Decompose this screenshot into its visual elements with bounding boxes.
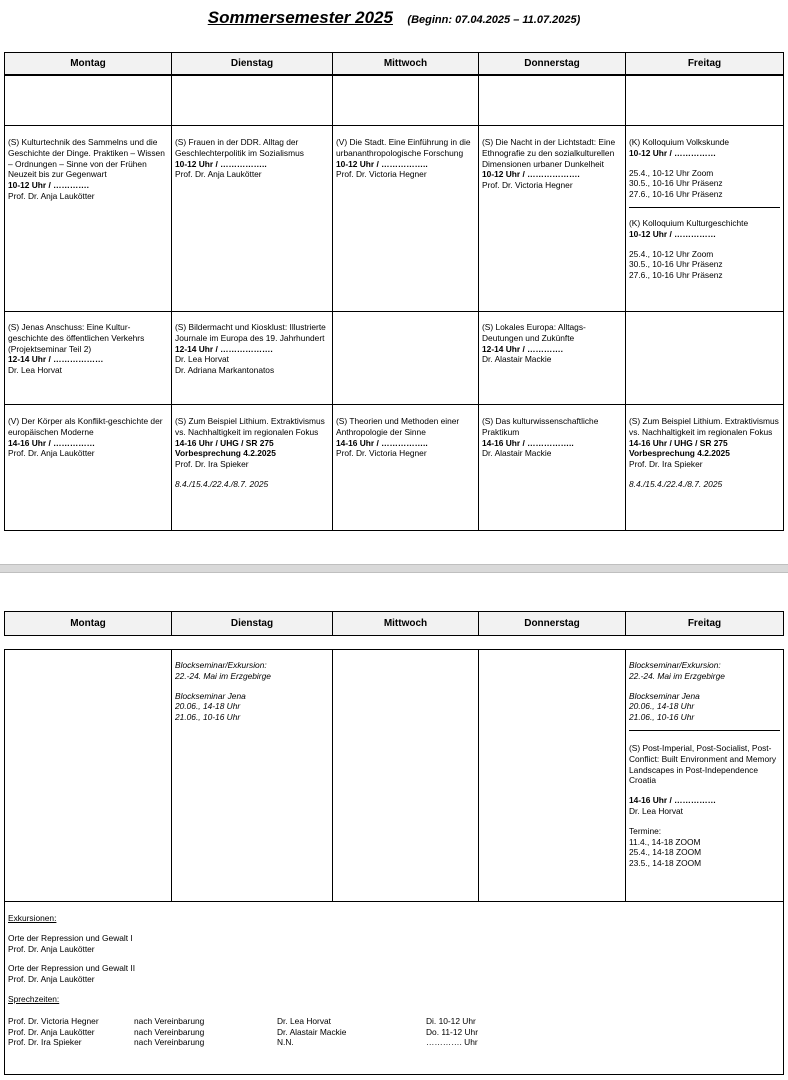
- day-header-montag: Montag: [5, 612, 172, 635]
- office-hours-name: N.N.: [277, 1037, 294, 1048]
- excursion-lecturer: Prof. Dr. Anja Laukötter: [8, 974, 95, 985]
- course-time: 10-12 Uhr / ………….: [8, 180, 89, 191]
- course-title: (S) Zum Beispiel Lithium. Extraktivismus vs. Nachhaltigkeit im regionalen Fokus: [629, 416, 779, 437]
- page-title: [0, 8, 788, 28]
- course-time: 10-12 Uhr / ……………: [629, 147, 717, 158]
- block-cell: [172, 650, 333, 901]
- course-title: (K) Kolloquium Kulturgeschichte: [629, 217, 749, 228]
- office-hours-time: nach Vereinbarung: [134, 1026, 205, 1037]
- office-hours-time: Do. 11-12 Uhr: [426, 1026, 478, 1037]
- course-date: 30.5., 10-16 Uhr Präsenz: [629, 259, 723, 270]
- course-time: 14-16 Uhr / ……………..: [482, 437, 574, 448]
- course-date: 30.5., 10-16 Uhr Präsenz: [629, 178, 723, 189]
- course-title: (S) Das kulturwissenschaftliche Praktikum: [482, 416, 599, 437]
- cell-empty: [5, 76, 172, 126]
- course-cell: [479, 405, 626, 530]
- cell-empty: [333, 76, 479, 126]
- office-hours-name: Dr. Lea Horvat: [277, 1015, 331, 1026]
- day-header-mittwoch: Mittwoch: [333, 53, 479, 74]
- course-title: (S) Jenas Anschuss: Eine Kultur-geschichte des öffentlichen Verkehrs (Projektseminar Teil 2): [8, 322, 145, 354]
- day-header-freitag: Freitag: [687, 58, 722, 69]
- office-hours-name: Dr. Alastair Mackie: [277, 1026, 347, 1037]
- course-title: (S) Zum Beispiel Lithium. Extraktivismus vs. Nachhaltigkeit im regionalen Fokus: [175, 416, 325, 437]
- office-hours-name: Prof. Dr. Victoria Hegner: [8, 1015, 99, 1026]
- excursion-lecturer: Prof. Dr. Anja Laukötter: [8, 943, 95, 954]
- excursion-title: Orte der Repression und Gewalt II: [8, 963, 136, 974]
- course-cell: [5, 405, 172, 530]
- block-detail: 22.-24. Mai im Erzgebirge: [175, 670, 271, 681]
- excursion-title: Orte der Repression und Gewalt I: [8, 932, 133, 943]
- course-date: 25.4., 10-12 Uhr Zoom: [629, 248, 714, 259]
- course-lecturer: Dr. Alastair Mackie: [482, 448, 552, 459]
- course-time: 14-16 Uhr / ……………: [8, 437, 96, 448]
- cell-divider: [629, 730, 780, 731]
- page-break: [0, 564, 788, 573]
- course-cell: [333, 405, 479, 530]
- course-lecturer: Dr. Alastair Mackie: [482, 354, 552, 365]
- course-cell: [333, 126, 479, 312]
- course-time: 14-16 Uhr / ……………..: [336, 437, 428, 448]
- cell-empty: [479, 650, 626, 901]
- course-title: (K) Kolloquium Volkskunde: [629, 137, 730, 147]
- termine-label: Termine:: [629, 825, 662, 836]
- course-cell: [172, 405, 333, 530]
- office-hours-time: nach Vereinbarung: [134, 1015, 205, 1026]
- course-title: (V) Der Körper als Konflikt-geschichte der europäischen Moderne: [8, 416, 163, 437]
- termin-item: 11.4., 14-18 ZOOM: [629, 836, 701, 847]
- office-hours-time: nach Vereinbarung: [134, 1037, 205, 1048]
- course-cell: [479, 126, 626, 312]
- office-hours-time: …………. Uhr: [426, 1037, 478, 1048]
- course-lecturer: Prof. Dr. Ira Spieker: [629, 459, 703, 470]
- block-label: Blockseminar Jena: [629, 690, 700, 701]
- block-detail: 21.06., 10-16 Uhr: [629, 712, 695, 723]
- course-cell: [626, 405, 783, 530]
- block-detail: 20.06., 14-18 Uhr: [175, 701, 241, 712]
- course-title: (V) Die Stadt. Eine Einführung in die urbananthropologische Forschung: [336, 137, 471, 158]
- course-time: 12-14 Uhr / ……………….: [175, 343, 273, 354]
- semester-title: Sommersemester 2025: [207, 8, 393, 27]
- semester-dates: (Beginn: 07.04.2025 – 11.07.2025): [407, 14, 581, 26]
- course-lecturer: Dr. Lea Horvat: [8, 365, 62, 376]
- course-time: 14-16 Uhr / UHG / SR 275: [629, 437, 728, 448]
- course-time: 12-14 Uhr / ………………: [8, 354, 104, 365]
- course-time: 14-16 Uhr / ……………: [629, 795, 717, 806]
- day-header-dienstag: Dienstag: [172, 612, 333, 635]
- course-cell: [479, 312, 626, 405]
- office-hours-time: Di. 10-12 Uhr: [426, 1015, 476, 1026]
- cell-empty: [333, 312, 479, 405]
- termin-item: 25.4., 14-18 ZOOM: [629, 847, 702, 858]
- course-time: 10-12 Uhr / ……………….: [482, 169, 580, 180]
- course-dates: 8.4./15.4./22.4./8.7. 2025: [175, 478, 269, 489]
- office-hours-name: Prof. Dr. Anja Laukötter: [8, 1026, 95, 1037]
- cell-empty: [479, 76, 626, 126]
- block-detail: 22.-24. Mai im Erzgebirge: [629, 670, 725, 681]
- cell-divider: [629, 207, 780, 208]
- exkursionen-heading: Exkursionen:: [8, 913, 57, 923]
- course-lecturer: Dr. Adriana Markantonatos: [175, 365, 275, 376]
- cell-empty: [626, 76, 783, 126]
- cell-empty: [333, 650, 479, 901]
- info-section: [4, 901, 784, 1075]
- course-date: 25.4., 10-12 Uhr Zoom: [629, 167, 714, 178]
- course-lecturer: Prof. Dr. Anja Laukötter: [8, 448, 95, 459]
- cell-empty: [172, 76, 333, 126]
- course-cell: [626, 126, 783, 312]
- course-title: (S) Post-Imperial, Post-Socialist, Post-Conflict: Built Environment and Memory Landscapes in Post-Independence Croatia: [629, 742, 777, 786]
- office-hours-row: [8, 1037, 780, 1048]
- course-lecturer: Prof. Dr. Victoria Hegner: [336, 169, 427, 180]
- course-title: (S) Theorien und Methoden einer Anthropologie der Sinne: [336, 416, 460, 437]
- course-time: 10-12 Uhr / ……………..: [175, 158, 267, 169]
- course-time: 10-12 Uhr / ……………..: [336, 158, 428, 169]
- office-hours-row: [8, 1016, 780, 1027]
- course-date: 27.6., 10-16 Uhr Präsenz: [629, 270, 723, 281]
- course-time: 12-14 Uhr / ………….: [482, 343, 563, 354]
- cell-empty: [626, 312, 783, 405]
- day-header-dienstag: Dienstag: [172, 53, 333, 74]
- course-cell: [5, 312, 172, 405]
- day-header-montag: Montag: [5, 53, 172, 74]
- office-hours-name: Prof. Dr. Ira Spieker: [8, 1037, 82, 1048]
- course-time: 10-12 Uhr / ……………: [629, 228, 717, 239]
- block-detail: 20.06., 14-18 Uhr: [629, 701, 695, 712]
- sprechzeiten-heading: Sprechzeiten:: [8, 993, 60, 1004]
- block-cell: [626, 650, 783, 901]
- day-header-donnerstag: Donnerstag: [479, 53, 626, 74]
- course-title: (S) Frauen in der DDR. Alltag der Geschlechterpolitik im Sozialismus: [175, 137, 304, 158]
- termin-item: 23.5., 14-18 ZOOM: [629, 858, 702, 869]
- course-preliminary-meeting: Vorbesprechung 4.2.2025: [175, 448, 276, 459]
- course-lecturer: Prof. Dr. Victoria Hegner: [336, 448, 427, 459]
- course-preliminary-meeting: Vorbesprechung 4.2.2025: [629, 448, 730, 459]
- day-header-row: [4, 52, 784, 75]
- course-title: (S) Die Nacht in der Lichtstadt: Eine Ethnografie zu den sozialkulturellen Dimensionen urbaner Dunkelheit: [482, 137, 616, 169]
- course-cell: [5, 126, 172, 312]
- block-label: Blockseminar/Exkursion:: [175, 660, 267, 670]
- office-hours-row: [8, 1027, 780, 1038]
- course-lecturer: Dr. Lea Horvat: [175, 354, 229, 365]
- block-detail: 21.06., 10-16 Uhr: [175, 712, 241, 723]
- block-label: Blockseminar/Exkursion:: [629, 660, 721, 670]
- course-lecturer: Prof. Dr. Victoria Hegner: [482, 180, 573, 191]
- course-title: (S) Lokales Europa: Alltags-Deutungen und Zukünfte: [482, 322, 586, 343]
- day-header-mittwoch: Mittwoch: [333, 612, 479, 635]
- course-time: 14-16 Uhr / UHG / SR 275: [175, 437, 274, 448]
- course-lecturer: Prof. Dr. Ira Spieker: [175, 459, 249, 470]
- block-label: Blockseminar Jena: [175, 690, 246, 701]
- day-header-row: [4, 611, 784, 636]
- schedule-grid-2: [4, 649, 784, 902]
- course-cell: [172, 126, 333, 312]
- course-dates: 8.4./15.4./22.4./8.7. 2025: [629, 478, 723, 489]
- schedule-grid: [4, 75, 784, 531]
- course-lecturer: Dr. Lea Horvat: [629, 805, 683, 816]
- course-date: 27.6., 10-16 Uhr Präsenz: [629, 189, 723, 200]
- course-title: (S) Kulturtechnik des Sammelns und die Geschichte der Dinge. Praktiken – Wissen – Ordnungen – Sinne von der Frühen Neuzeit bis zur Gegenwart: [8, 137, 165, 180]
- day-header-freitag: Freitag: [687, 618, 722, 629]
- day-header-donnerstag: Donnerstag: [479, 612, 626, 635]
- course-lecturer: Prof. Dr. Anja Laukötter: [8, 190, 95, 201]
- course-title: (S) Bildermacht und Kiosklust: Illustrierte Journale im Europa des 19. Jahrhundert: [175, 322, 326, 343]
- cell-empty: [5, 650, 172, 901]
- course-lecturer: Prof. Dr. Anja Laukötter: [175, 169, 262, 180]
- course-cell: [172, 312, 333, 405]
